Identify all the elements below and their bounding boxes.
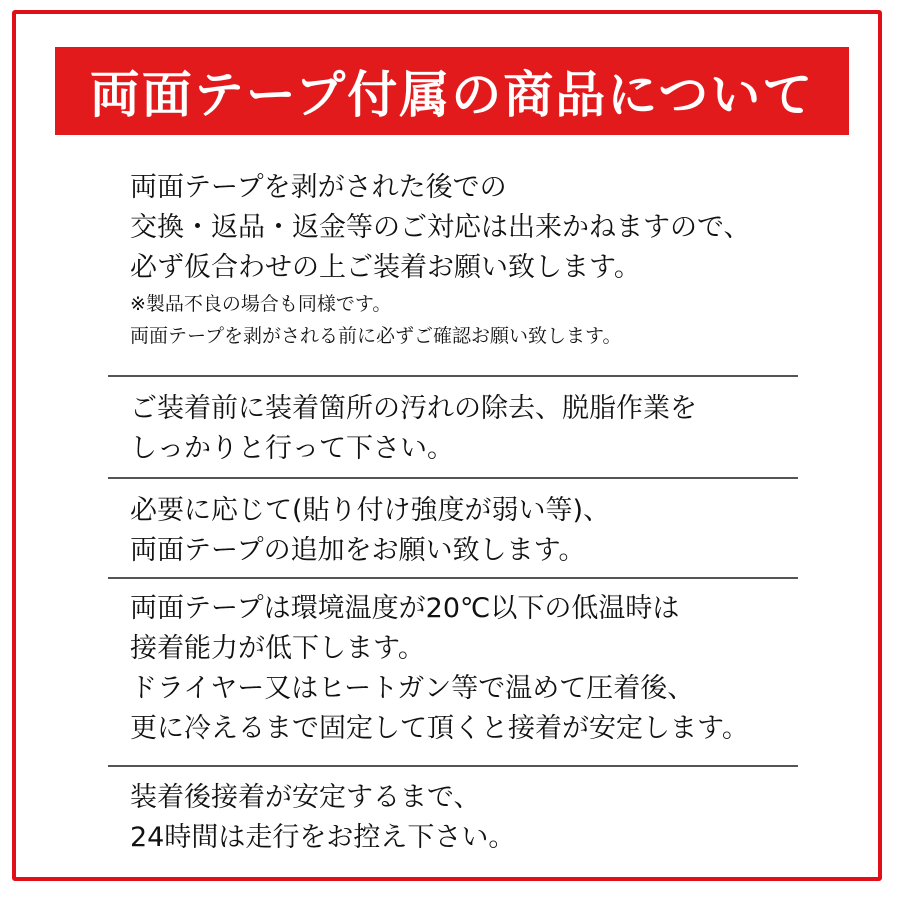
section-divider (108, 765, 798, 767)
notice-line: 更に冷えるまで固定して頂くと接着が安定します。 (130, 713, 749, 744)
notice-line: 交換・返品・返金等のご対応は出来かねますので、 (130, 212, 751, 243)
notice-line: 装着後接着が安定するまで、 (130, 782, 481, 813)
notice-add-tape (130, 491, 830, 571)
notice-line: 接着能力が低下します。 (130, 633, 425, 664)
notice-no-return-after-peel (130, 168, 830, 352)
notice-line: しっかりと行って下さい。 (130, 433, 454, 464)
notice-note: ※製品不良の場合も同様です。 (130, 293, 392, 315)
notice-low-temperature (130, 589, 830, 749)
section-divider (108, 375, 798, 377)
notice-clean-surface (130, 389, 830, 469)
section-divider (108, 477, 798, 479)
notice-line: 両面テープを剥がされた後での (130, 172, 507, 203)
notice-note: 両面テープを剥がされる前に必ずご確認お願い致します。 (130, 325, 622, 347)
notice-line: 両面テープは環境温度が20℃以下の低温時は (130, 593, 680, 624)
title-banner (55, 47, 849, 135)
notice-line: 24時間は走行をお控え下さい。 (130, 822, 516, 853)
notice-line: 必ず仮合わせの上ご装着お願い致します。 (130, 252, 641, 283)
notice-line: 両面テープの追加をお願い致します。 (130, 535, 586, 566)
notice-line: 必要に応じて(貼り付け強度が弱い等)、 (130, 495, 611, 526)
page-title: 両面テープ付属の商品について (89, 66, 815, 124)
notice-line: ご装着前に装着箇所の汚れの除去、脱脂作業を (130, 393, 697, 424)
section-divider (108, 577, 798, 579)
notice-line: ドライヤー又はヒートガン等で温めて圧着後、 (130, 673, 695, 704)
notice-wait-24-hours (130, 778, 830, 858)
